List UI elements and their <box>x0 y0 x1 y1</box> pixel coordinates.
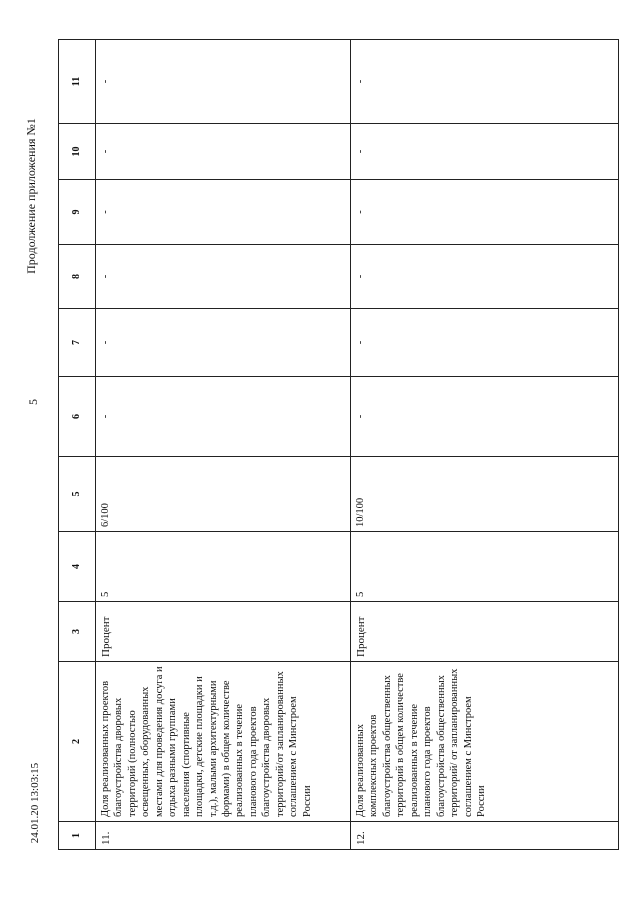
value-cell: - <box>351 40 619 124</box>
indicator-name: Доля реализованных проектов благоустройства дворовых территорий (полностью освещенных, оборудованных местами для проведения досуга и отдыха разными группами населения (спортивные площадки, детские площадки и т.д.), малыми архитектурными формами) в общем количестве реализованных в течение планового года проектов благоустройства дворовых территорий/от запланированных соглашением с Минстроем России <box>96 662 351 822</box>
value-cell: - <box>96 245 351 309</box>
value-cell: - <box>96 40 351 124</box>
column-header: 6 <box>59 377 96 457</box>
column-header: 5 <box>59 457 96 532</box>
value-cell: - <box>96 124 351 180</box>
value-cell: - <box>351 245 619 309</box>
value-cell: 6/100 <box>96 457 351 532</box>
column-header: 1 <box>59 822 96 850</box>
table-row <box>96 40 351 850</box>
indicators-table <box>58 39 619 850</box>
column-number-row <box>59 40 96 850</box>
value-cell: - <box>96 180 351 245</box>
column-header: 11 <box>59 40 96 124</box>
print-timestamp: 24.01.20 13:03:15 <box>29 762 41 844</box>
value-cell: - <box>351 377 619 457</box>
page-number: 5 <box>26 399 40 405</box>
column-header: 8 <box>59 245 96 309</box>
unit-cell: Процент <box>96 602 351 662</box>
continuation-caption: Продолжение приложения №1 <box>24 118 38 274</box>
indicator-name: Доля реализованных комплексных проектов благоустройства общественных территорий в общем количестве реализованных в течение планового года проектов благоустройства общественных территорий/ от запланированных соглашением с Минстроем России <box>351 662 619 822</box>
column-header: 7 <box>59 309 96 377</box>
unit-cell: Процент <box>351 602 619 662</box>
rotated-table-frame <box>58 40 613 850</box>
value-cell: 10/100 <box>351 457 619 532</box>
column-header: 3 <box>59 602 96 662</box>
column-header: 4 <box>59 532 96 602</box>
value-cell: - <box>96 377 351 457</box>
column-header: 9 <box>59 180 96 245</box>
column-header: 10 <box>59 124 96 180</box>
value-cell: - <box>351 124 619 180</box>
value-cell: 5 <box>96 532 351 602</box>
value-cell: - <box>351 180 619 245</box>
value-cell: - <box>96 309 351 377</box>
column-header: 2 <box>59 662 96 822</box>
row-number: 11. <box>96 822 351 850</box>
table-container <box>58 40 613 850</box>
row-number: 12. <box>351 822 619 850</box>
table-row <box>351 40 619 850</box>
value-cell: - <box>351 309 619 377</box>
value-cell: 5 <box>351 532 619 602</box>
